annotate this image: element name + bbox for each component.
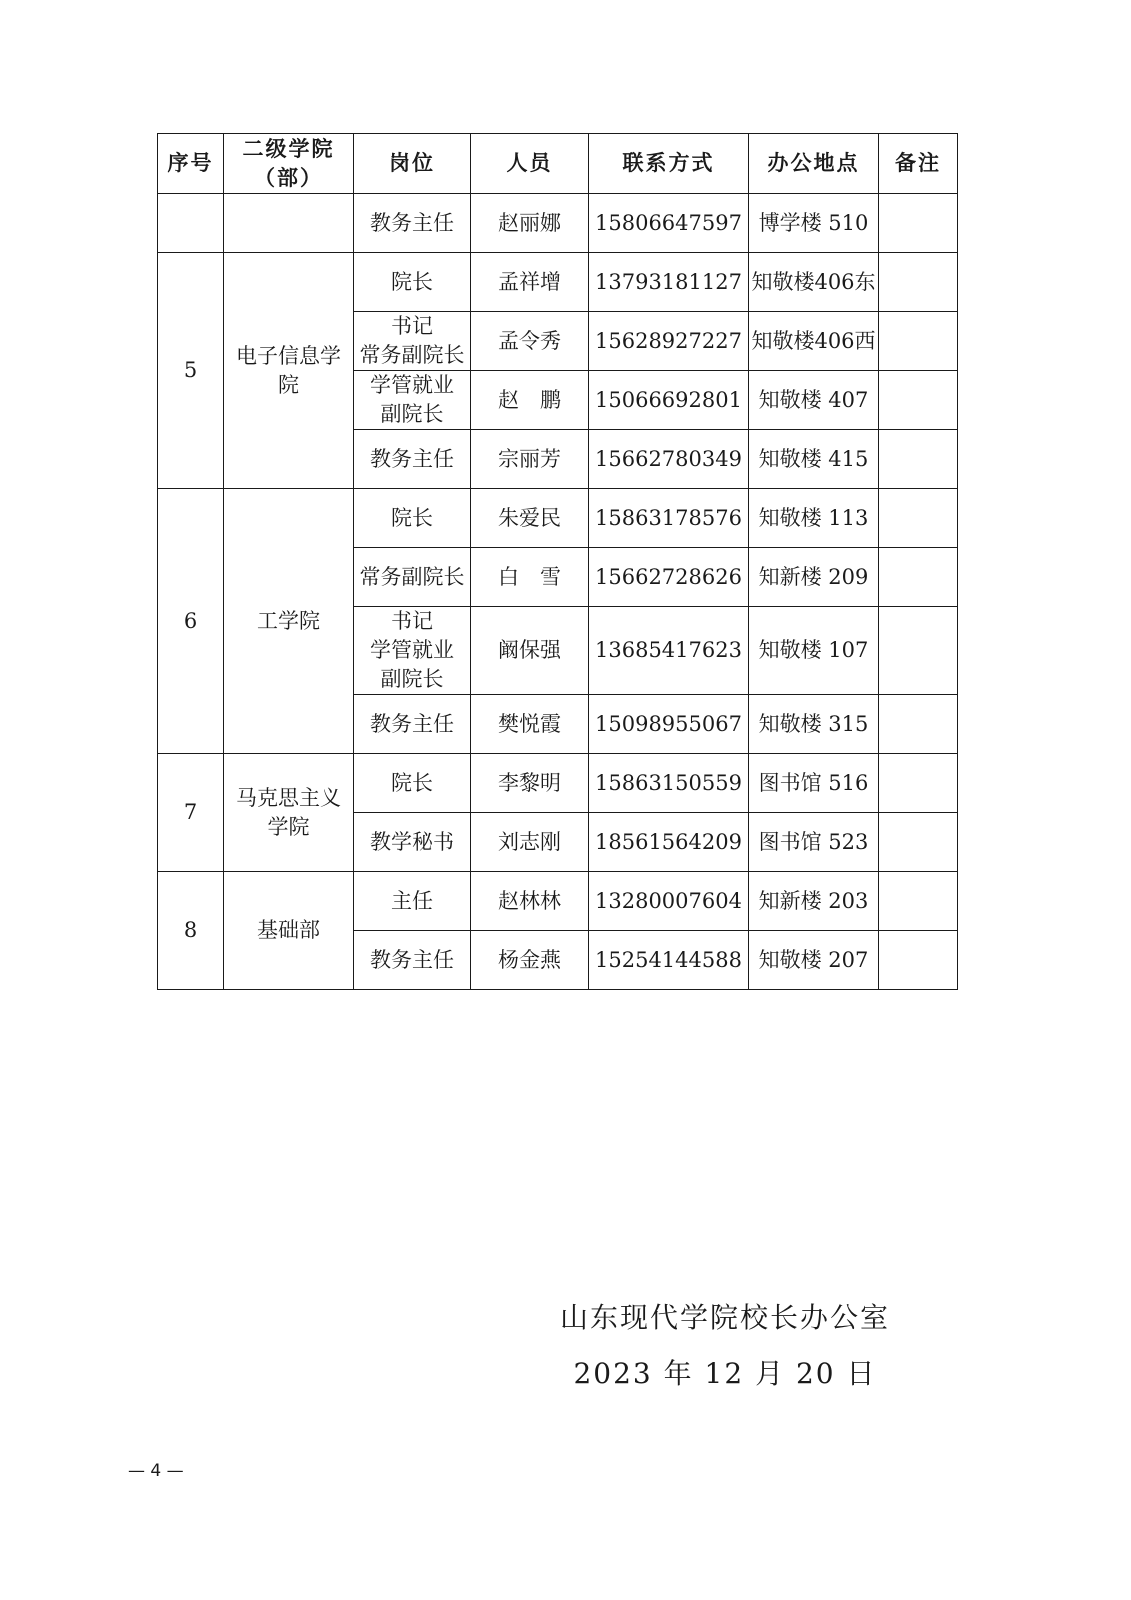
cell-position — [354, 194, 471, 253]
cell-position — [354, 371, 471, 430]
cell-phone: 13280007604 — [589, 872, 749, 931]
header-college — [224, 134, 354, 194]
cell-position-line: 教务主任 — [370, 947, 454, 972]
cell-office: 知敬楼 315 — [749, 695, 879, 754]
header-college-line: （部） — [254, 165, 323, 190]
cell-office: 知敬楼406东 — [749, 253, 879, 312]
table-row — [158, 489, 958, 548]
cell-office: 知敬楼 107 — [749, 607, 879, 695]
cell-position-line: 学管就业 — [370, 373, 454, 397]
cell-person: 孟祥增 — [471, 253, 589, 312]
cell-person: 李黎明 — [471, 754, 589, 813]
cell-position — [354, 312, 471, 371]
cell-person: 阚保强 — [471, 607, 589, 695]
cell-position — [354, 607, 471, 695]
cell-position-line: 常务副院长 — [359, 564, 465, 589]
cell-office: 知敬楼406西 — [749, 312, 879, 371]
cell-position — [354, 489, 471, 548]
cell-office: 图书馆 523 — [749, 813, 879, 872]
cell-phone: 13685417623 — [589, 607, 749, 695]
cell-college-line: 马克思主义 — [236, 785, 341, 810]
cell-seq: 7 — [158, 754, 224, 872]
cell-office: 知敬楼 113 — [749, 489, 879, 548]
cell-position-line: 教务主任 — [370, 711, 454, 736]
cell-position-line: 主任 — [391, 888, 433, 913]
cell-office: 知敬楼 207 — [749, 931, 879, 990]
cell-position-line: 院长 — [391, 269, 433, 294]
signature-date: 2023 年 12 月 20 日 — [573, 1357, 877, 1390]
cell-position — [354, 813, 471, 872]
cell-remark — [879, 872, 958, 931]
cell-phone: 18561564209 — [589, 813, 749, 872]
cell-college-line: 工学院 — [257, 608, 320, 633]
cell-remark — [879, 754, 958, 813]
table-row — [158, 872, 958, 931]
cell-college — [224, 872, 354, 990]
cell-position — [354, 253, 471, 312]
cell-remark — [879, 430, 958, 489]
cell-person: 朱爱民 — [471, 489, 589, 548]
cell-college-line: 院 — [278, 372, 299, 397]
cell-position-line: 学管就业 — [370, 638, 454, 662]
cell-position-line: 常务副院长 — [359, 343, 465, 367]
cell-position-line: 教务主任 — [370, 446, 454, 471]
cell-college — [224, 489, 354, 754]
cell-seq: 5 — [158, 253, 224, 489]
header-office: 办公地点 — [749, 134, 879, 194]
cell-position — [354, 548, 471, 607]
table-row — [158, 754, 958, 813]
cell-phone: 15662728626 — [589, 548, 749, 607]
cell-position — [354, 931, 471, 990]
cell-phone: 15254144588 — [589, 931, 749, 990]
cell-seq — [158, 194, 224, 253]
cell-college — [224, 754, 354, 872]
cell-phone: 15662780349 — [589, 430, 749, 489]
table-body — [158, 194, 958, 990]
header-person: 人员 — [471, 134, 589, 194]
cell-remark — [879, 253, 958, 312]
cell-person: 刘志刚 — [471, 813, 589, 872]
cell-phone: 15098955067 — [589, 695, 749, 754]
signature-block — [555, 1290, 895, 1402]
cell-college-line: 电子信息学 — [236, 343, 341, 368]
cell-college — [224, 253, 354, 489]
cell-position-line: 副院长 — [380, 667, 444, 691]
cell-position-line: 教务主任 — [370, 210, 454, 235]
header-college-line: 二级学院 — [242, 136, 335, 161]
cell-person: 白 雪 — [471, 548, 589, 607]
header-row — [158, 134, 958, 194]
cell-remark — [879, 489, 958, 548]
cell-remark — [879, 548, 958, 607]
header-remark: 备注 — [879, 134, 958, 194]
cell-remark — [879, 931, 958, 990]
cell-remark — [879, 607, 958, 695]
header-contact: 联系方式 — [589, 134, 749, 194]
cell-office: 知新楼 203 — [749, 872, 879, 931]
cell-remark — [879, 194, 958, 253]
cell-college-line: 基础部 — [257, 918, 320, 942]
cell-position — [354, 872, 471, 931]
table-row — [158, 253, 958, 312]
cell-person: 孟令秀 — [471, 312, 589, 371]
cell-phone: 15863178576 — [589, 489, 749, 548]
cell-person: 宗丽芳 — [471, 430, 589, 489]
cell-remark — [879, 813, 958, 872]
cell-person: 赵 鹏 — [471, 371, 589, 430]
cell-phone: 13793181127 — [589, 253, 749, 312]
cell-college — [224, 194, 354, 253]
signature-org: 山东现代学院校长办公室 — [559, 1301, 890, 1334]
header-position: 岗位 — [354, 134, 471, 194]
cell-position-line: 副院长 — [380, 402, 444, 426]
contact-table — [157, 133, 958, 990]
cell-phone: 15863150559 — [589, 754, 749, 813]
cell-office: 知新楼 209 — [749, 548, 879, 607]
cell-person: 赵林林 — [471, 872, 589, 931]
cell-phone: 15066692801 — [589, 371, 749, 430]
cell-remark — [879, 695, 958, 754]
table-row — [158, 194, 958, 253]
cell-seq: 8 — [158, 872, 224, 990]
cell-position-line: 书记 — [391, 609, 433, 633]
cell-position — [354, 695, 471, 754]
cell-office: 图书馆 516 — [749, 754, 879, 813]
cell-college-line: 学院 — [267, 814, 310, 839]
cell-person: 杨金燕 — [471, 931, 589, 990]
cell-remark — [879, 371, 958, 430]
cell-position-line: 书记 — [391, 314, 433, 338]
cell-office: 知敬楼 415 — [749, 430, 879, 489]
cell-position — [354, 430, 471, 489]
cell-position-line: 院长 — [391, 770, 433, 795]
page-number: — 4 — — [128, 1461, 184, 1481]
cell-remark — [879, 312, 958, 371]
cell-position — [354, 754, 471, 813]
cell-position-line: 教学秘书 — [370, 829, 454, 854]
cell-person: 赵丽娜 — [471, 194, 589, 253]
cell-phone: 15806647597 — [589, 194, 749, 253]
header-seq: 序号 — [158, 134, 224, 194]
cell-person: 樊悦霞 — [471, 695, 589, 754]
cell-phone: 15628927227 — [589, 312, 749, 371]
cell-office: 知敬楼 407 — [749, 371, 879, 430]
cell-position-line: 院长 — [391, 505, 433, 530]
cell-office: 博学楼 510 — [749, 194, 879, 253]
cell-seq: 6 — [158, 489, 224, 754]
